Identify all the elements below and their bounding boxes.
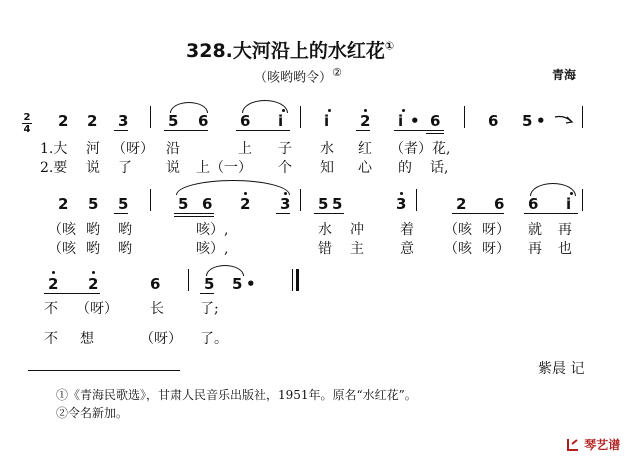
lyric: （咳 (48, 222, 76, 238)
note: 6 (488, 112, 499, 130)
lyric: 哟 (118, 222, 132, 238)
lyric: 着 (400, 222, 414, 238)
underline-beam (174, 216, 214, 217)
lyric: 冲 (350, 222, 364, 238)
underline-beam (452, 213, 504, 214)
bar-line (416, 189, 417, 211)
lyric: （者）花, (390, 141, 451, 157)
lyric: （咳 (444, 241, 472, 257)
dotted-rhythm: • (410, 112, 420, 130)
footnote-2: ②令名新加。 (56, 406, 129, 420)
note: i (398, 112, 404, 130)
octave-dot (328, 109, 331, 112)
slur (242, 100, 288, 113)
note: 5 (204, 275, 215, 293)
lyric: （呀） (76, 301, 118, 317)
watermark-logo: 琴艺谱 (566, 436, 620, 453)
bar-line (582, 189, 583, 211)
final-bar-line (296, 269, 299, 291)
lyric: 主 (350, 241, 364, 257)
lyric: 也 (558, 241, 572, 257)
slur (206, 265, 244, 276)
underline-beam (394, 130, 444, 131)
bar-line (188, 269, 189, 291)
note: 5 (318, 195, 329, 213)
note: 5 (118, 195, 129, 213)
bar-line (292, 269, 293, 291)
note: i (278, 112, 284, 130)
dotted-rhythm: • (536, 112, 546, 130)
lyric: 再 (558, 222, 572, 238)
note: 6 (198, 112, 209, 130)
transcriber-credit: 紫晨 记 (538, 361, 585, 377)
underline-beam (164, 130, 208, 131)
note: 6 (240, 112, 251, 130)
lyric: 不 (44, 301, 58, 317)
lyric: 水 (320, 141, 334, 157)
song-subtitle: （咳哟哟令）② (254, 66, 342, 86)
footnote-divider (28, 370, 180, 371)
lyric: 咳）, (196, 241, 229, 257)
dotted-rhythm: • (246, 275, 256, 293)
note: 2 (360, 112, 371, 130)
lyric: 1.大 (40, 141, 68, 157)
lyric: 水 (318, 222, 332, 238)
slur (170, 102, 208, 113)
octave-dot (92, 271, 95, 274)
footnote-1: ①《青海民歌选》，甘肃人民音乐出版社，1951年。原名“水红花”。 (56, 388, 417, 402)
note: i (566, 195, 572, 213)
note: 3 (396, 195, 407, 213)
lyric: 知 (320, 160, 334, 176)
bar-line (300, 189, 301, 211)
lyric: 上（一） (196, 160, 252, 176)
underline-beam (276, 213, 290, 214)
underline-beam (524, 213, 578, 214)
underline-beam (114, 130, 128, 131)
note: 5 (178, 195, 189, 213)
underline-beam (200, 293, 214, 294)
note: 3 (280, 195, 291, 213)
lyric: 话, (430, 160, 449, 176)
lyric: 不 (44, 331, 58, 347)
note: 2 (48, 275, 59, 293)
note: 2 (87, 112, 98, 130)
slur (176, 180, 290, 195)
note: 6 (430, 112, 441, 130)
lyric: （咳 (444, 222, 472, 238)
lyric: 长 (150, 301, 164, 317)
lyric: 哟 (86, 241, 100, 257)
note: 6 (202, 195, 213, 213)
bar-line (300, 106, 301, 128)
lyric: 子 (278, 141, 292, 157)
lyric: 红 (358, 141, 372, 157)
underline-beam (44, 293, 100, 294)
lyric: 错 (318, 241, 332, 257)
lyric: 再 (528, 241, 542, 257)
bar-line (464, 106, 465, 128)
underline-beam (426, 133, 444, 134)
lyric: 想 (80, 331, 94, 347)
lyric: 说 (86, 160, 100, 176)
lyric: 呀） (482, 222, 510, 238)
underline-beam (114, 213, 128, 214)
note: 5 (88, 195, 99, 213)
region-label: 青海 (552, 68, 577, 82)
lyric: 2.要 (40, 160, 68, 176)
time-signature: 2 4 (23, 112, 31, 135)
octave-dot (364, 109, 367, 112)
note: 2 (240, 195, 251, 213)
lyric: 咳）, (196, 222, 229, 238)
note: 5 (168, 112, 179, 130)
lyric: 河 (86, 141, 100, 157)
underline-beam (314, 213, 344, 214)
note: 2 (88, 275, 99, 293)
note: 6 (528, 195, 539, 213)
underline-beam (356, 130, 370, 131)
lyric: 说 (166, 160, 180, 176)
lyric: 了。 (200, 331, 228, 347)
octave-dot (402, 109, 405, 112)
lyric: 沿 (166, 141, 180, 157)
bar-line (150, 106, 151, 128)
lyric: 就 (528, 222, 542, 238)
note: 6 (494, 195, 505, 213)
lyric: （呀） (112, 141, 154, 157)
lyric: 的 (398, 160, 412, 176)
note: 6 (150, 275, 161, 293)
lyric: （呀） (140, 331, 182, 347)
octave-dot (400, 192, 403, 195)
underline-beam (236, 130, 290, 131)
note: 2 (58, 195, 69, 213)
lyric: 个 (278, 160, 292, 176)
song-title: 328.大河沿上的水红花① (186, 39, 395, 62)
note: 2 (456, 195, 467, 213)
lyric: 了 (118, 160, 132, 176)
lyric: 哟 (118, 241, 132, 257)
underline-beam (174, 213, 214, 214)
glide-arrow-icon (554, 113, 576, 125)
lyric: 上 (238, 141, 252, 157)
lyric: 哟 (86, 222, 100, 238)
lyric: 心 (358, 160, 372, 176)
note: 5 (232, 275, 243, 293)
note: 2 (58, 112, 69, 130)
note: i (324, 112, 330, 130)
note: 5 (522, 112, 533, 130)
slur (530, 183, 576, 196)
lyric: 了; (200, 301, 219, 317)
lyric: （咳 (48, 241, 76, 257)
lyric: 意 (400, 241, 414, 257)
bar-line (150, 189, 151, 211)
logo-mark-icon (566, 438, 580, 451)
note: 3 (118, 112, 129, 130)
lyric: 呀） (482, 241, 510, 257)
note: 5 (332, 195, 343, 213)
octave-dot (52, 271, 55, 274)
bar-line (582, 106, 583, 128)
